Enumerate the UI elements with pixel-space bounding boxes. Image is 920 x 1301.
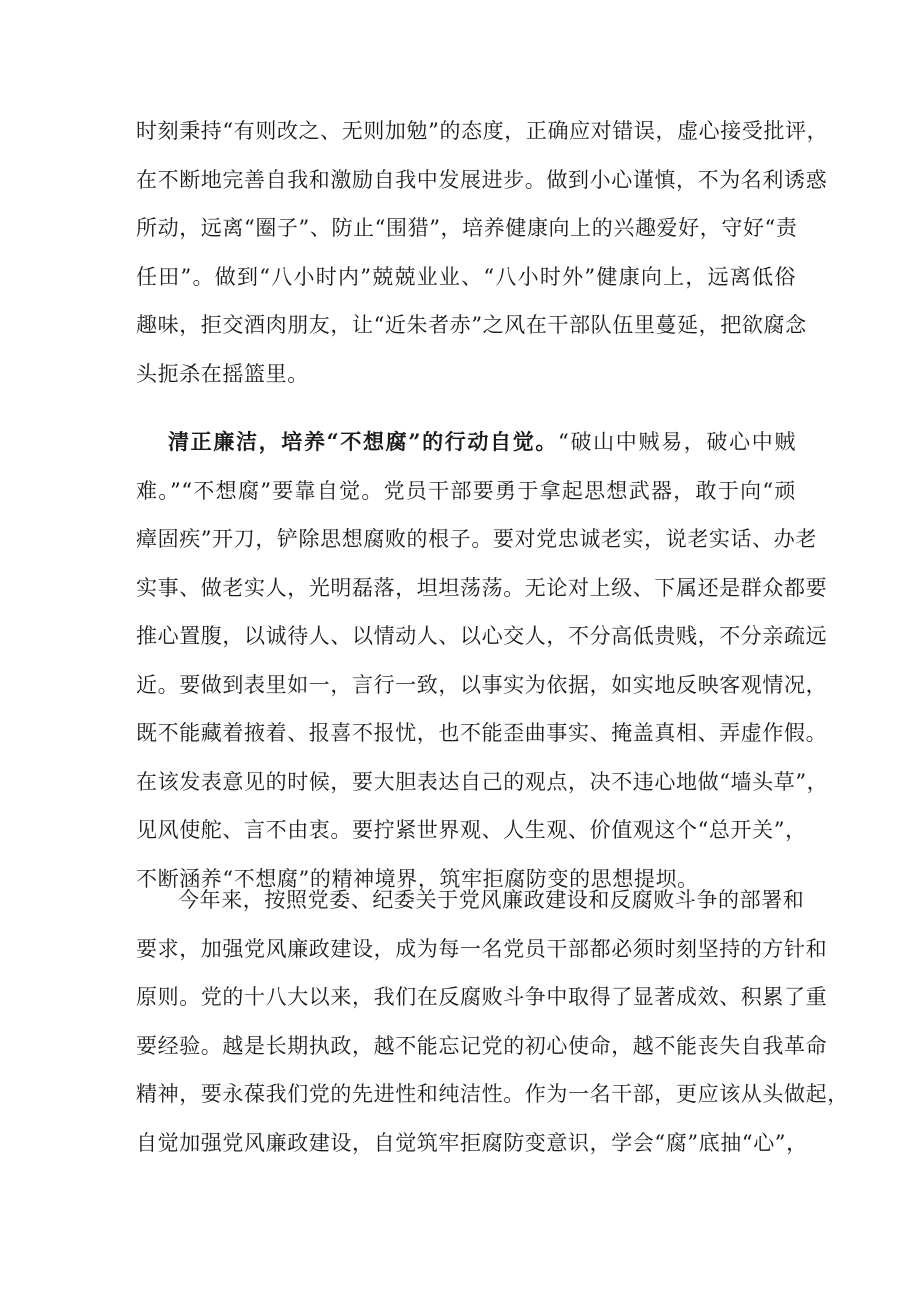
text-line: 原则。党的十八大以来，我们在反腐败斗争中取得了显著成效、积累了重 xyxy=(136,985,828,1009)
text-line: 实事、做老实人，光明磊落，坦坦荡荡。无论对上级、下属还是群众都要 xyxy=(136,575,828,600)
paragraph-3 xyxy=(136,876,849,1167)
text-line: 难。”“不想腐”要靠自觉。党员干部要勇于拿起思想武器，敢于向“顽 xyxy=(136,478,796,503)
text-line: 既不能藏着掖着、报喜不报忧，也不能歪曲事实、掩盖真相、弄虚作假。 xyxy=(136,721,828,745)
text-line: 趣味，拒交酒肉朋友，让“近朱者赤”之风在干部队伍里蔓延，把欲腐念 xyxy=(136,313,807,337)
text-line-first: 今年来，按照党委、纪委关于党风廉政建设和反腐败斗争的部署和 xyxy=(178,888,805,912)
text-line: 自觉加强党风廉政建设，自觉筑牢拒腐防变意识，学会“腐”底抽“心”， xyxy=(136,1130,808,1155)
text-line: 头扼杀在摇篮里。 xyxy=(136,361,309,386)
text-line: 精神，要永葆我们党的先进性和纯洁性。作为一名干部，更应该从头做起， xyxy=(136,1082,849,1106)
text-line: 见风使舵、言不由衷。要拧紧世界观、人生观、价值观这个“总开关”， xyxy=(136,818,807,842)
text-line: 要求，加强党风廉政建设，成为每一名党员干部都必须时刻坚持的方针和 xyxy=(136,936,828,961)
lead-line-rest: “破山中贼易，破心中贼 xyxy=(558,430,796,454)
paragraph-lead-heading: 清正廉洁，培养“不想腐”的行动自觉。 xyxy=(168,429,559,454)
text-line: 所动，远离“圈子”、防止“围猎”，培养健康向上的兴趣爱好，守好“责 xyxy=(136,216,798,240)
text-line: 在该发表意见的时候，要大胆表达自己的观点，决不违心地做“墙头草”， xyxy=(136,769,829,794)
text-line: 近。要做到表里如一，言行一致，以事实为依据，如实地反映客观情况， xyxy=(136,672,828,697)
text-line: 瘴固疾”开刀，铲除思想腐败的根子。要对党忠诚老实，说老实话、办老 xyxy=(136,527,817,551)
paragraph-1 xyxy=(136,107,829,398)
text-line: 要经验。越是长期执政，越不能忘记党的初心使命，越不能丧失自我革命 xyxy=(136,1033,828,1058)
text-line: 不断涵养“不想腐”的精神境界，筑牢拒腐防变的思想提坝。 xyxy=(136,866,699,891)
paragraph-2 xyxy=(136,418,829,903)
text-line: 任田”。做到“八小时内”兢兢业业、“八小时外”健康向上，远离低俗 xyxy=(136,264,796,289)
text-line: 时刻秉持“有则改之、无则加勉”的态度，正确应对错误，虚心接受批评， xyxy=(136,119,829,143)
text-line-first xyxy=(136,418,796,467)
text-line: 推心置腹，以诚待人、以情动人、以心交人，不分高低贵贱，不分亲疏远 xyxy=(136,624,828,648)
text-line: 在不断地完善自我和激励自我中发展进步。做到小心谨慎，不为名利诱惑 xyxy=(136,167,828,192)
